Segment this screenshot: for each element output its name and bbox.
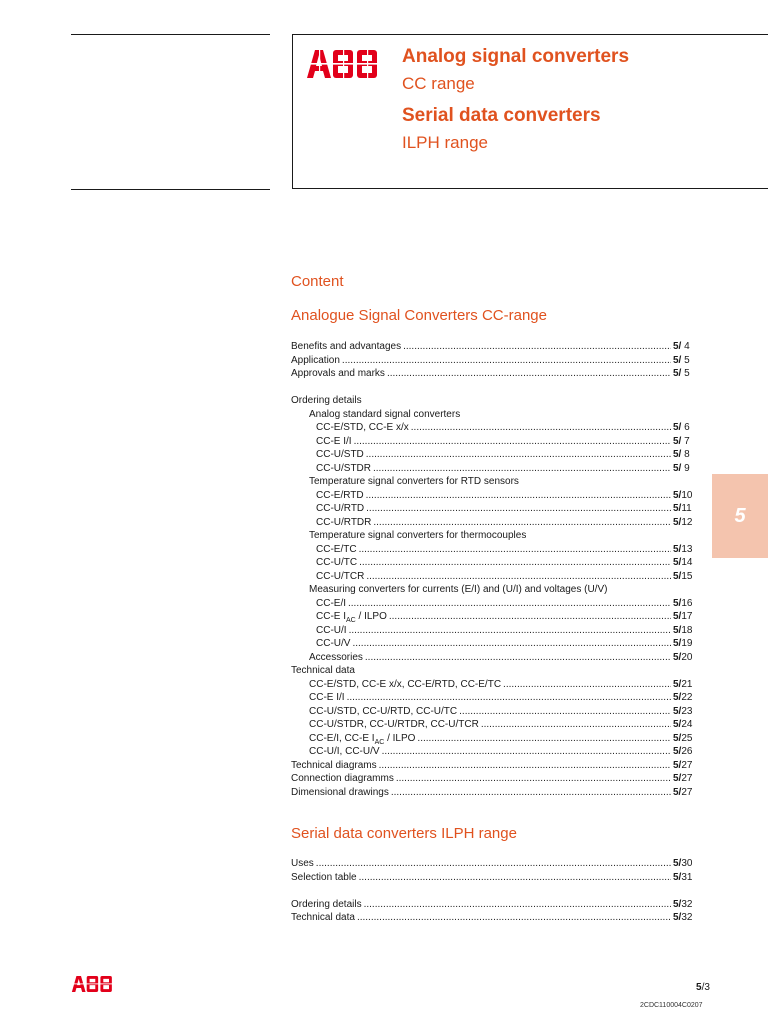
subtitle-ilph-range: ILPH range: [402, 133, 488, 152]
toc-entry-title: Technical data: [291, 665, 355, 676]
toc-leader-dots: [366, 489, 671, 503]
toc-entry-title: CC-E/I, CC-E $I_{AC}$ / ILPO: [309, 732, 416, 746]
toc-entry[interactable]: [291, 857, 711, 871]
toc-leader-dots: [382, 745, 671, 759]
toc-section2: [291, 857, 711, 925]
toc-leader-dots: [359, 556, 671, 570]
toc-entry-page: 5/12: [673, 516, 693, 528]
toc-entry[interactable]: [291, 516, 711, 530]
toc-entry-page: 5/ 6: [673, 422, 690, 433]
toc-leader-dots: [348, 597, 671, 611]
toc-entry-title: Dimensional drawings: [291, 786, 389, 798]
toc-entry[interactable]: [291, 732, 711, 746]
toc-leader-dots: [352, 637, 671, 651]
toc-entry[interactable]: [291, 475, 711, 489]
toc-entry-title: CC-U/TC: [316, 557, 358, 568]
toc-entry-title: CC-E/I: [316, 597, 346, 609]
toc-entry[interactable]: [291, 340, 711, 354]
toc-spacer: [291, 884, 711, 898]
section-tab-label: 5: [734, 504, 746, 527]
toc-section1: [291, 340, 711, 799]
toc-entry-page: 5/23: [673, 705, 693, 717]
toc-entry-title: Technical diagrams: [291, 759, 377, 771]
toc-entry[interactable]: [291, 435, 711, 449]
toc-entry-title: CC-U/I, CC-U/V: [309, 746, 380, 757]
toc-leader-dots: [373, 516, 671, 530]
toc-entry-title: Temperature signal converters for RTD sensors: [309, 476, 519, 487]
toc-leader-dots: [347, 691, 671, 705]
toc-entry-title: CC-U/RTDR: [316, 516, 372, 528]
section-tab: [712, 474, 768, 558]
toc-entry-page: 5/18: [673, 624, 693, 636]
toc-leader-dots: [359, 871, 671, 885]
toc-leader-dots: [417, 732, 671, 746]
header-box: [292, 34, 768, 189]
toc-entry-page: 5/10: [673, 489, 693, 501]
toc-entry-title: CC-U/STDR: [316, 462, 371, 474]
toc-leader-dots: [387, 367, 671, 381]
toc-entry-page: 5/30: [673, 858, 693, 869]
toc-leader-dots: [366, 570, 671, 584]
toc-entry[interactable]: [291, 786, 711, 800]
toc-entry[interactable]: [291, 624, 711, 638]
toc-entry-title: CC-U/TCR: [316, 570, 365, 582]
document-code: 2CDC110004C0207: [640, 1002, 703, 1009]
toc-leader-dots: [389, 610, 671, 624]
toc-entry-page: 5/21: [673, 678, 693, 690]
toc-entry-page: 5/14: [673, 557, 693, 568]
toc-entry[interactable]: [291, 745, 711, 759]
toc-entry[interactable]: [291, 911, 711, 925]
toc-entry-title: Measuring converters for currents (E/I) and (U/I) and voltages (U/V): [309, 584, 608, 595]
toc-entry-title: Benefits and advantages: [291, 341, 402, 352]
toc-leader-dots: [316, 857, 671, 871]
toc-entry-page: 5/ 7: [673, 435, 690, 447]
toc-entry-page: 5/27: [673, 786, 693, 798]
toc-entry-page: 5/24: [673, 719, 693, 730]
toc-entry[interactable]: [291, 543, 711, 557]
page-number-page: /3: [701, 982, 710, 993]
toc-entry-title: CC-U/V: [316, 638, 351, 649]
toc-entry-title: Ordering details: [291, 898, 362, 910]
toc-entry[interactable]: [291, 664, 711, 678]
toc-entry-title: Approvals and marks: [291, 368, 385, 379]
toc-entry-title: CC-U/STD: [316, 449, 364, 460]
toc-leader-dots: [366, 502, 671, 516]
toc-leader-dots: [366, 448, 671, 462]
abb-logo: [307, 50, 381, 78]
toc-leader-dots: [481, 718, 671, 732]
toc-leader-dots: [411, 421, 671, 435]
toc-entry[interactable]: [291, 462, 711, 476]
toc-leader-dots: [342, 354, 671, 368]
toc-entry[interactable]: [291, 871, 711, 885]
toc-entry[interactable]: [291, 898, 711, 912]
toc-entry[interactable]: [291, 759, 711, 773]
toc-entry-page: 5/27: [673, 759, 693, 771]
toc-entry-page: 5/17: [673, 611, 693, 622]
content-heading: Content: [291, 273, 344, 290]
toc-entry-title: CC-E I/I: [316, 435, 352, 447]
toc-entry[interactable]: [291, 529, 711, 543]
toc-entry[interactable]: [291, 394, 711, 408]
toc-spacer: [291, 381, 711, 395]
toc-entry-page: 5/31: [673, 871, 693, 883]
toc-entry-page: 5/22: [673, 692, 693, 703]
page-number: [696, 982, 710, 993]
toc-entry-title: Accessories: [309, 651, 363, 663]
toc-entry-title: CC-U/STDR, CC-U/RTDR, CC-U/TCR: [309, 719, 479, 730]
toc-entry[interactable]: [291, 556, 711, 570]
toc-entry-page: 5/ 8: [673, 449, 690, 460]
toc-leader-dots: [396, 772, 671, 786]
toc-entry-title: CC-U/RTD: [316, 503, 365, 514]
top-left-rule: [71, 34, 270, 35]
toc-entry-page: 5/13: [673, 543, 693, 555]
toc-entry[interactable]: [291, 583, 711, 597]
toc-entry[interactable]: [291, 718, 711, 732]
toc-entry[interactable]: [291, 772, 711, 786]
toc-leader-dots: [364, 898, 671, 912]
toc-entry-page: 5/25: [673, 732, 693, 744]
toc-entry-title: CC-E/STD, CC-E x/x, CC-E/RTD, CC-E/TC: [309, 678, 502, 690]
toc-entry-page: 5/ 5: [673, 354, 690, 366]
toc-entry-title: CC-E/STD, CC-E x/x: [316, 422, 409, 433]
toc-entry[interactable]: [291, 705, 711, 719]
toc-entry-page: 5/ 4: [673, 341, 690, 352]
toc-leader-dots: [379, 759, 671, 773]
toc-leader-dots: [354, 435, 671, 449]
toc-entry[interactable]: [291, 651, 711, 665]
toc-entry-title: CC-E/TC: [316, 543, 357, 555]
toc-leader-dots: [403, 340, 671, 354]
toc-leader-dots: [373, 462, 671, 476]
toc-entry-page: 5/26: [673, 746, 693, 757]
toc-entry-title: CC-E $I_{AC}$ / ILPO: [316, 611, 387, 624]
toc-entry-page: 5/11: [673, 503, 692, 514]
toc-entry-title: CC-U/STD, CC-U/RTD, CC-U/TC: [309, 705, 458, 717]
toc-entry[interactable]: [291, 597, 711, 611]
toc-entry[interactable]: [291, 691, 711, 705]
toc-entry[interactable]: [291, 489, 711, 503]
toc-entry[interactable]: [291, 502, 711, 516]
abb-footer-logo: [71, 976, 115, 992]
toc-entry-title: Selection table: [291, 871, 357, 883]
toc-entry-title: CC-E/RTD: [316, 489, 364, 501]
toc-entry[interactable]: [291, 408, 711, 422]
toc-entry-page: 5/32: [673, 898, 693, 910]
toc-leader-dots: [357, 911, 671, 925]
toc-leader-dots: [459, 705, 671, 719]
section2-heading: Serial data converters ILPH range: [291, 825, 517, 842]
toc-entry-page: 5/20: [673, 651, 693, 663]
toc-leader-dots: [391, 786, 671, 800]
toc-entry-title: CC-U/I: [316, 624, 347, 636]
toc-entry[interactable]: [291, 448, 711, 462]
toc-entry-title: Ordering details: [291, 395, 362, 406]
toc-entry-title: Technical data: [291, 912, 355, 923]
page-number-section: 5: [696, 982, 702, 993]
toc-leader-dots: [503, 678, 671, 692]
toc-entry-page: 5/27: [673, 773, 693, 784]
toc-entry-title: Uses: [291, 858, 314, 869]
bottom-left-rule: [71, 189, 270, 190]
toc-entry[interactable]: [291, 637, 711, 651]
toc-entry[interactable]: [291, 610, 711, 624]
toc-leader-dots: [359, 543, 671, 557]
toc-entry[interactable]: [291, 570, 711, 584]
toc-leader-dots: [349, 624, 671, 638]
toc-entry-page: 5/ 9: [673, 462, 690, 474]
toc-entry-page: 5/19: [673, 638, 693, 649]
toc-entry[interactable]: [291, 367, 711, 381]
section1-heading: Analogue Signal Converters CC-range: [291, 307, 547, 324]
toc-entry-page: 5/15: [673, 570, 693, 582]
toc-entry-title: Temperature signal converters for thermocouples: [309, 530, 527, 541]
title-analog-signal-converters: Analog signal converters: [402, 46, 630, 67]
toc-entry-title: Analog standard signal converters: [309, 408, 461, 420]
toc-entry-page: 5/16: [673, 597, 693, 609]
toc-entry[interactable]: [291, 354, 711, 368]
toc-entry-page: 5/ 5: [673, 368, 690, 379]
toc-leader-dots: [365, 651, 671, 665]
subtitle-cc-range: CC range: [402, 74, 475, 93]
toc-entry[interactable]: [291, 678, 711, 692]
toc-entry-page: 5/32: [673, 912, 693, 923]
toc-entry[interactable]: [291, 421, 711, 435]
toc-entry-title: Application: [291, 354, 340, 366]
title-serial-data-converters: Serial data converters: [402, 105, 601, 126]
toc-entry-title: CC-E I/I: [309, 692, 345, 703]
toc-entry-title: Connection diagramms: [291, 773, 394, 784]
